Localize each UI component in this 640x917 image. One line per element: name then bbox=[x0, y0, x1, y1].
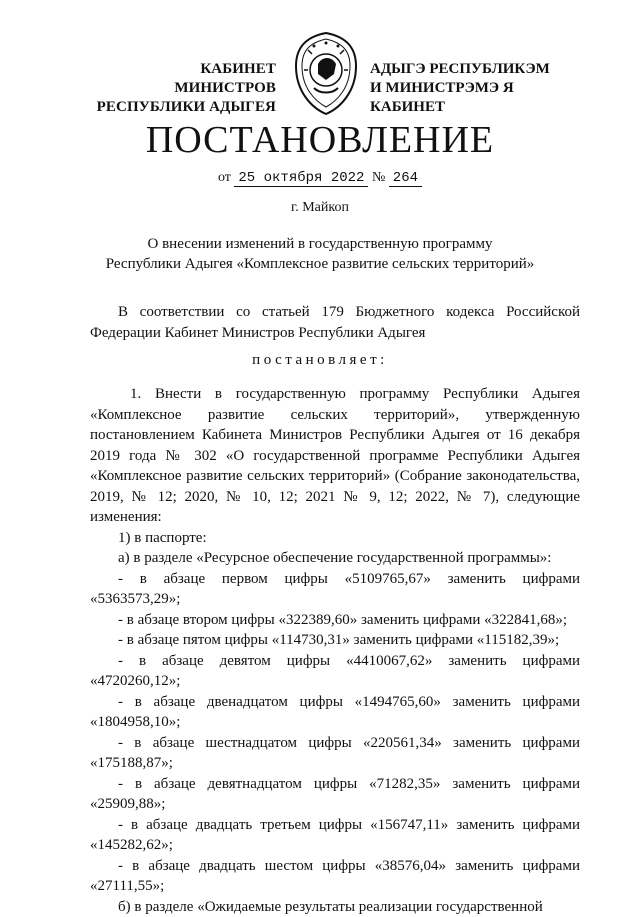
number-label: № bbox=[372, 170, 385, 185]
document-number: 264 bbox=[389, 170, 422, 187]
paragraph: а) в разделе «Ресурсное обеспечение государственной программы»: bbox=[90, 548, 580, 569]
paragraph: - в абзаце девятнадцатом цифры «71282,35» заменить цифрами «25909,88»; bbox=[90, 774, 580, 815]
issuer-adyghe-line-2: И МИНИСТРЭМЭ Я КАБИНЕТ bbox=[370, 79, 590, 117]
paragraph: - в абзаце двенадцатом цифры «1494765,60» заменить цифрами «1804958,10»; bbox=[90, 692, 580, 733]
date-prefix: от bbox=[218, 170, 231, 185]
paragraph: - в абзаце шестнадцатом цифры «220561,34» заменить цифрами «175188,87»; bbox=[90, 733, 580, 774]
subject-line-2: Республики Адыгея «Комплексное развитие сельских территорий» bbox=[60, 254, 580, 274]
republic-crest-icon bbox=[290, 30, 362, 116]
paragraph: 1) в паспорте: bbox=[90, 528, 580, 549]
issuer-line-1: КАБИНЕТ МИНИСТРОВ bbox=[96, 60, 276, 98]
city: г. Майкоп bbox=[0, 200, 640, 216]
main-text bbox=[90, 384, 580, 917]
document-subject bbox=[60, 234, 580, 274]
issuer-adyghe-line-1: АДЫГЭ РЕСПУБЛИКЭМ bbox=[370, 60, 590, 79]
paragraph: - в абзаце втором цифры «322389,60» заменить цифрами «322841,68»; bbox=[90, 610, 580, 631]
paragraph: 1. Внести в государственную программу Республики Адыгея «Комплексное развитие сельских территорий», утвержденную постановлением Кабинета Министров Республики Адыгея от 16 декабря 2019 года № 302 «О государственной программе Республики Адыгея «Комплексное развитие сельских территорий» (Собрание законодательства, 2019, № 12; 2020, № 10, 12; 2021 № 9, 12; 2022, № 7), следующие изменения: bbox=[90, 384, 580, 528]
issuer-name-russian bbox=[96, 60, 276, 117]
paragraph: - в абзаце девятом цифры «4410067,62» заменить цифрами «4720260,12»; bbox=[90, 651, 580, 692]
paragraph: - в абзаце двадцать шестом цифры «38576,04» заменить цифрами «27111,55»; bbox=[90, 856, 580, 897]
paragraph: - в абзаце пятом цифры «114730,31» заменить цифрами «115182,39»; bbox=[90, 630, 580, 651]
issuer-name-adyghe bbox=[370, 60, 590, 117]
issuer-line-2: РЕСПУБЛИКИ АДЫГЕЯ bbox=[96, 98, 276, 117]
document-title: ПОСТАНОВЛЕНИЕ bbox=[0, 118, 640, 162]
decrees-word: постановляет: bbox=[0, 352, 640, 369]
preamble: В соответствии со статьей 179 Бюджетного кодекса Российской Федерации Кабинет Министров Республики Адыгея bbox=[90, 302, 580, 343]
paragraph: - в абзаце первом цифры «5109765,67» заменить цифрами «5363573,29»; bbox=[90, 569, 580, 610]
subject-line-1: О внесении изменений в государственную программу bbox=[60, 234, 580, 254]
paragraph: б) в разделе «Ожидаемые результаты реализации государственной bbox=[90, 897, 580, 917]
paragraph: - в абзаце двадцать третьем цифры «156747,11» заменить цифрами «145282,62»; bbox=[90, 815, 580, 856]
date-number-line bbox=[0, 170, 640, 186]
document-date: 25 октября 2022 bbox=[234, 170, 368, 187]
